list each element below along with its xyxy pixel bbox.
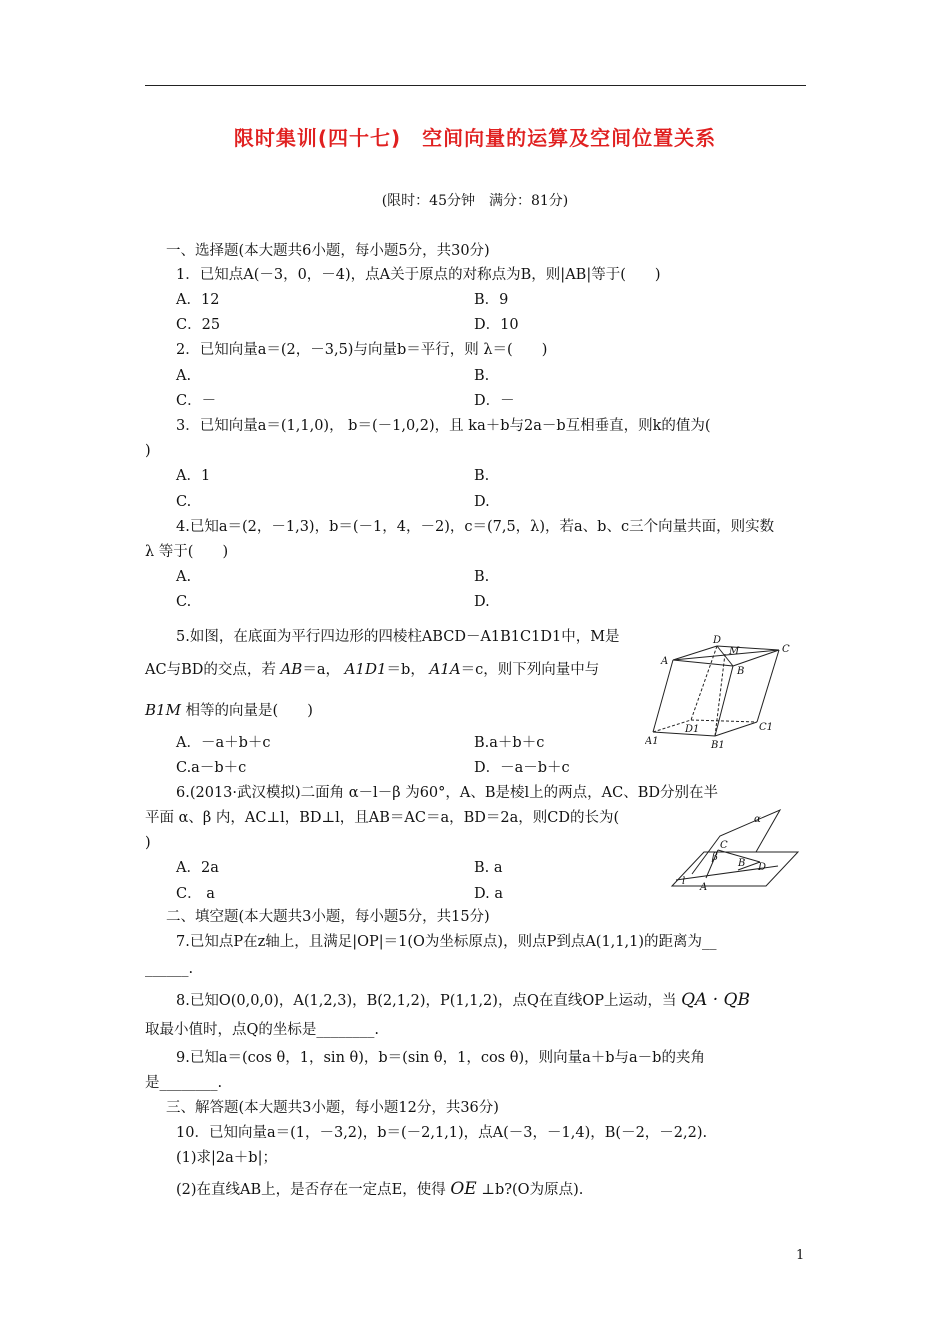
- q6-stem-line-3: ): [145, 835, 151, 851]
- q2-stem: 2．已知向量a＝(2，－3,5)与向量b＝平行，则 λ＝( ): [176, 342, 548, 358]
- q9-stem-line-1: 9.已知a＝(cos θ，1，sin θ)，b＝(sin θ，1，cos θ)，则向量a＋b与a－b的夹角: [176, 1050, 705, 1066]
- q5-fig-label-a1: A1: [645, 736, 659, 747]
- q6-fig-label-c: C: [720, 840, 728, 851]
- q10-vector-oe: OE: [450, 1179, 477, 1199]
- q5-stem-line-1: 5.如图，在底面为平行四边形的四棱柱ABCD－A1B1C1D1中，M是: [176, 629, 620, 645]
- q10-stem: 10．已知向量a＝(1，－3,2)，b＝(－2,1,1)，点A(－3，－1,4)，B(－2，－2,2).: [176, 1125, 708, 1141]
- q5-fig-label-d1: D1: [685, 724, 700, 735]
- q5-stem-3-text: 相等的向量是( ): [185, 703, 313, 719]
- q1-option-b: B．9: [474, 292, 509, 308]
- q5-fig-label-b1: B1: [711, 740, 725, 751]
- q5-fig-label-c1: C1: [759, 722, 774, 733]
- q1-option-d: D．10: [474, 317, 519, 333]
- q5-eq-1: ＝a，: [302, 662, 340, 678]
- section-3-heading: 三、解答题(本大题共3小题，每小题12分，共36分): [166, 1100, 499, 1116]
- q7-stem-line-2: ______.: [145, 961, 194, 977]
- q2-option-b: B.: [474, 368, 490, 384]
- q3-stem-line-1: 3．已知向量a＝(1,1,0)， b＝(－1,0,2)，且 ka＋b与2a－b互相垂直，则k的值为(: [176, 418, 711, 434]
- q1-option-a: A．12: [176, 292, 220, 308]
- time-limit-subtitle: (限时：45分钟 满分：81分): [381, 193, 569, 209]
- q3-option-c: C.: [176, 494, 192, 510]
- q5-stem-line-3: [145, 701, 313, 720]
- q10-part-2-text-b: ⊥b?(O为原点).: [481, 1182, 584, 1198]
- q5-eq-3: ＝c，则下列向量中与: [460, 662, 600, 678]
- q6-dihedral-figure: [668, 808, 803, 894]
- q5-stem-line-2: [145, 660, 599, 679]
- q4-option-b: B.: [474, 569, 490, 585]
- q3-option-d: D.: [474, 494, 490, 510]
- q5-vector-a1a: A1A: [429, 660, 461, 678]
- q5-fig-label-a: A: [661, 656, 669, 667]
- q3-option-b: B.: [474, 468, 490, 484]
- q5-vector-ab: AB: [280, 660, 303, 678]
- q5-eq-2: ＝b，: [386, 662, 425, 678]
- q8-stem-line-1: [176, 991, 750, 1010]
- q6-fig-label-alpha: α: [754, 814, 761, 825]
- q5-fig-label-m: M: [729, 646, 740, 657]
- q6-fig-label-d: D: [758, 862, 767, 873]
- q4-stem-line-2: λ 等于( ): [145, 544, 229, 560]
- q1-stem: 1．已知点A(－3，0，－4)，点A关于原点的对称点为B，则|AB|等于( ): [176, 267, 661, 283]
- q6-stem-line-2: 平面 α、β 内，AC⊥l，BD⊥l，且AB＝AC＝a，BD＝2a，则CD的长为(: [145, 810, 620, 826]
- page-number: 1: [796, 1248, 805, 1263]
- q2-option-a: A.: [176, 368, 192, 384]
- q6-option-c: C． a: [176, 886, 215, 902]
- q6-fig-label-l: l: [682, 876, 686, 887]
- q10-part-2: [176, 1180, 583, 1199]
- q5-option-b: B.a＋b＋c: [474, 735, 545, 751]
- q4-option-c: C.: [176, 594, 192, 610]
- q5-option-d: D．－a－b＋c: [474, 760, 570, 776]
- q10-part-1: (1)求|2a＋b|；: [176, 1150, 277, 1166]
- section-1-heading: 一、选择题(本大题共6小题，每小题5分，共30分): [166, 243, 490, 259]
- q6-stem-line-1: 6.(2013·武汉模拟)二面角 α－l－β 为60°，A、B是棱l上的两点，AC、BD分别在半: [176, 785, 718, 801]
- q5-option-a: A．－a＋b＋c: [176, 735, 271, 751]
- q2-option-c: C．－: [176, 393, 217, 409]
- q1-option-c: C．25: [176, 317, 221, 333]
- q8-vector-product: QA · QB: [681, 990, 750, 1010]
- q6-option-a: A．2a: [176, 860, 219, 876]
- q5-fig-label-b: B: [737, 666, 745, 677]
- q3-option-a: A．1: [176, 468, 211, 484]
- q5-prism-figure: [645, 632, 795, 752]
- q5-stem-2-text: AC与BD的交点，若: [145, 662, 276, 678]
- q6-fig-label-a: A: [700, 882, 708, 893]
- q2-option-d: D．－: [474, 393, 515, 409]
- q6-fig-label-beta: β: [712, 852, 718, 863]
- q4-stem-line-1: 4.已知a＝(2，－1,3)，b＝(－1，4，－2)，c＝(7,5，λ)，若a、b、c三个向量共面，则实数: [176, 519, 775, 535]
- q6-option-d: D. a: [474, 886, 503, 902]
- q6-option-b: B. a: [474, 860, 503, 876]
- q7-stem-line-1: 7.已知点P在z轴上，且满足|OP|＝1(O为坐标原点)，则点P到点A(1,1,1)的距离为__: [176, 934, 717, 950]
- q5-fig-label-d: D: [713, 635, 722, 646]
- q4-option-d: D.: [474, 594, 490, 610]
- q5-vector-a1d1: A1D1: [344, 660, 387, 678]
- q5-option-c: C.a－b＋c: [176, 760, 247, 776]
- q10-part-2-text-a: (2)在直线AB上，是否存在一定点E，使得: [176, 1182, 446, 1198]
- q6-fig-label-b: B: [738, 858, 746, 869]
- q3-stem-line-2: ): [145, 443, 151, 459]
- q5-vector-b1m: B1M: [145, 701, 181, 719]
- q8-stem-line-2: 取最小值时，点Q的坐标是________.: [145, 1022, 379, 1038]
- q9-stem-line-2: 是________.: [145, 1075, 223, 1091]
- q5-fig-label-c: C: [782, 644, 790, 655]
- page-title: 限时集训(四十七) 空间向量的运算及空间位置关系: [233, 126, 717, 150]
- q8-stem-1-text: 8.已知O(0,0,0)，A(1,2,3)，B(2,1,2)，P(1,1,2)，点Q在直线OP上运动，当: [176, 993, 677, 1009]
- q4-option-a: A.: [176, 569, 192, 585]
- section-2-heading: 二、填空题(本大题共3小题，每小题5分，共15分): [166, 909, 490, 925]
- top-rule: [145, 85, 806, 86]
